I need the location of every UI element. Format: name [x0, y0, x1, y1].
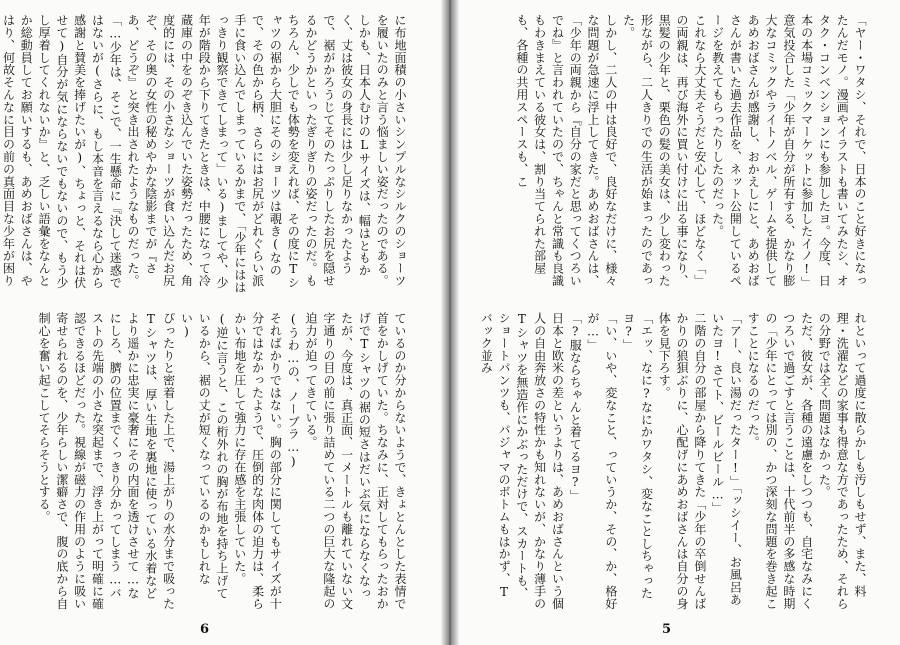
paragraph: に布地面積の小さいシンプルなシルクのショーツを履いたのみと言う悩ましい姿だったのである。しかも、日本人むけのLサイズは、幅はともかく、丈は彼女の身長には少し足りなかったようで、裾がかろうじてそのたっぷりしたお尻を隠せるかどうかといったぎりぎりの姿だったのだ。もちろん、少しでも体勢を変えれば、その度にTシャツの裾から大胆にそのショーツは覗き(なので、その色から柄、さらにはお尻がどれぐらい派手に食い込んでしまっているかまで、「少年にははっきり観察できてしまって」いる)ましてや、少年が階段から下りてきたときは、中腰になって冷蔵庫の中をのぞき込んでいた姿勢だったため、角度的には、その小さなショーツが食い込んだお尻ぞ、その奥の女性の秘めやかな陰影までが『さあ、どうぞ』と突き出されたようなものだった。 [126, 14, 407, 294]
right-page-lower-text [478, 312, 868, 610]
book-gutter [441, 0, 459, 645]
paragraph: 日本と欧米の差というよりは、あめおばさんという個人の自由奔放さの特性かも知れないが、かなり薄手のTシャツを無造作にかぶっただけで、スカートも、ショートパンツも、パジャマのボトムもはかず、Tバック並み [479, 312, 565, 610]
paragraph: 「アー、良い湯だったター!」「ッシイー、お風呂あいたヨ!さてト、ビールビール…」 [710, 312, 743, 606]
paragraph: これなら大丈夫そうだと安心して、ほどなく「」の両親は、再び海外に買い付けに出る事になり、黒髪の少年と、栗色の髪の美女は、少し変わった形ながら、二人きりでの生活が始まったのであった。 [621, 14, 707, 287]
left-page-upper-text [1, 14, 408, 296]
paragraph: ているのか分からないようで、きょとんとした表情で首をかしげていた。ちなみに、正対してもらったおかげでTシャツの裾の短さはだいぶ気にならなくなったが、今度は、真正面、一メートルも離れていない文字通りの目の前に張り詰めている二つの巨大な隆起の迫力が迫ってきている。 [304, 312, 407, 610]
paragraph: 「ヤー・ワタシ、それで、日本のこと好きになったんだモノ。漫画やイラストも書いてみたシ、オタク・コンベンションにも参加したヨ。今度、日本の本場コミックマーケットに参加したイノ!」 [799, 14, 867, 289]
right-page-upper-text [478, 14, 868, 296]
paragraph: 「?服ならちゃんと着てるヨ?」 [568, 312, 583, 502]
paragraph: ただ、彼女が、各種の遠慮をしつつも、自宅なみにくつろいで過ごすと言うことは、十代前半の多感な時期の「少年にとっては別の、かつ深刻な問題を巻き起こすことになるのだった。 [746, 312, 814, 610]
paragraph: しかし、二人の中は良好で、良好なだけに、様々な問題が急速に浮上してきた。あめおばさんは、「少年の両親から『自分の家だと思ってくつろいでね』と言われていたので、ちゃんと常識も良識もわきまえている彼女は、割り当てられた部屋も、各種の共用スペースも、こ [514, 14, 618, 287]
left-page-lower-text [38, 312, 408, 610]
page-number-right: 5 [662, 622, 672, 637]
paragraph: 二階の自分の部屋から降りてきた「少年の卒倒せんばかりの狼狽ぶりに、心配げにあめおばさんは自分の身体を見下ろす。 [657, 312, 707, 610]
paragraph: 「い、いや、変なこと、っていうか、その、か、格好が…」 [586, 312, 618, 610]
paragraph: 「エッ、なに?なにかワタシ、変なことしちゃったヨ?」 [621, 312, 654, 600]
paragraph: ぴったりと密着した上で、湯上がりの水分まで吸ったTシャツは、厚い生地を裏地に使っている水着などより遥かに忠実に豪奢にその内面を透けさせて…なにしろ、臍の位置までくっきり分かってしまう…バストの先端の小さな突起まで、浮き上がって明確に確認できるほどだった。視線が磁力の作用のように吸い寄せられるのを、少年らしい潔癖さで、腹の底から自制心を奮い起こしてそらそうとする。 [37, 312, 176, 610]
paragraph: れといって過度に散らかしも汚しもせず、また、料理・洗濯などの家事も得意な方であったため、それらの分野では全く問題はなかった。 [817, 312, 867, 610]
paragraph: そればかりではない。胸の部分に関してもサイズが十分ではなかったようで、圧倒的な肉体の迫力は、柔らかい布地を圧して強力に存在感を主張していた。(逆に言うと、この桁外れの胸が布地を持ち上げているから、裾の丈が短くなっているのかもしれない) [179, 312, 283, 610]
page-number-left: 6 [200, 622, 210, 637]
paragraph: 意気投合した「少年が自分が所有する、かなり膨大なコミックやライトノベル、ゲームを提供してあめおばさんが感謝し、おかえしにと、あめおばさんが書いた過去作品を、ネット公開しているページを教えてもらったりしたのだった。 [710, 14, 796, 287]
paragraph: (うわ…の、ノーブラ…) [286, 312, 301, 469]
paragraph: 「…少年は、そこで、一生懸命に『決して迷惑ではないが(さらに、もし本音を言えるなら心から感謝と賛美を捧げたいが)、ちょっと、それは伏せて)自分が気にならないでもないので、もう少し厚着してくれないか』と、乏しい語彙をなんとか総動員してお願いするも、あめおばさんは、やはり、何故そんなに目の前の真面目な少年が困り [1, 14, 123, 289]
